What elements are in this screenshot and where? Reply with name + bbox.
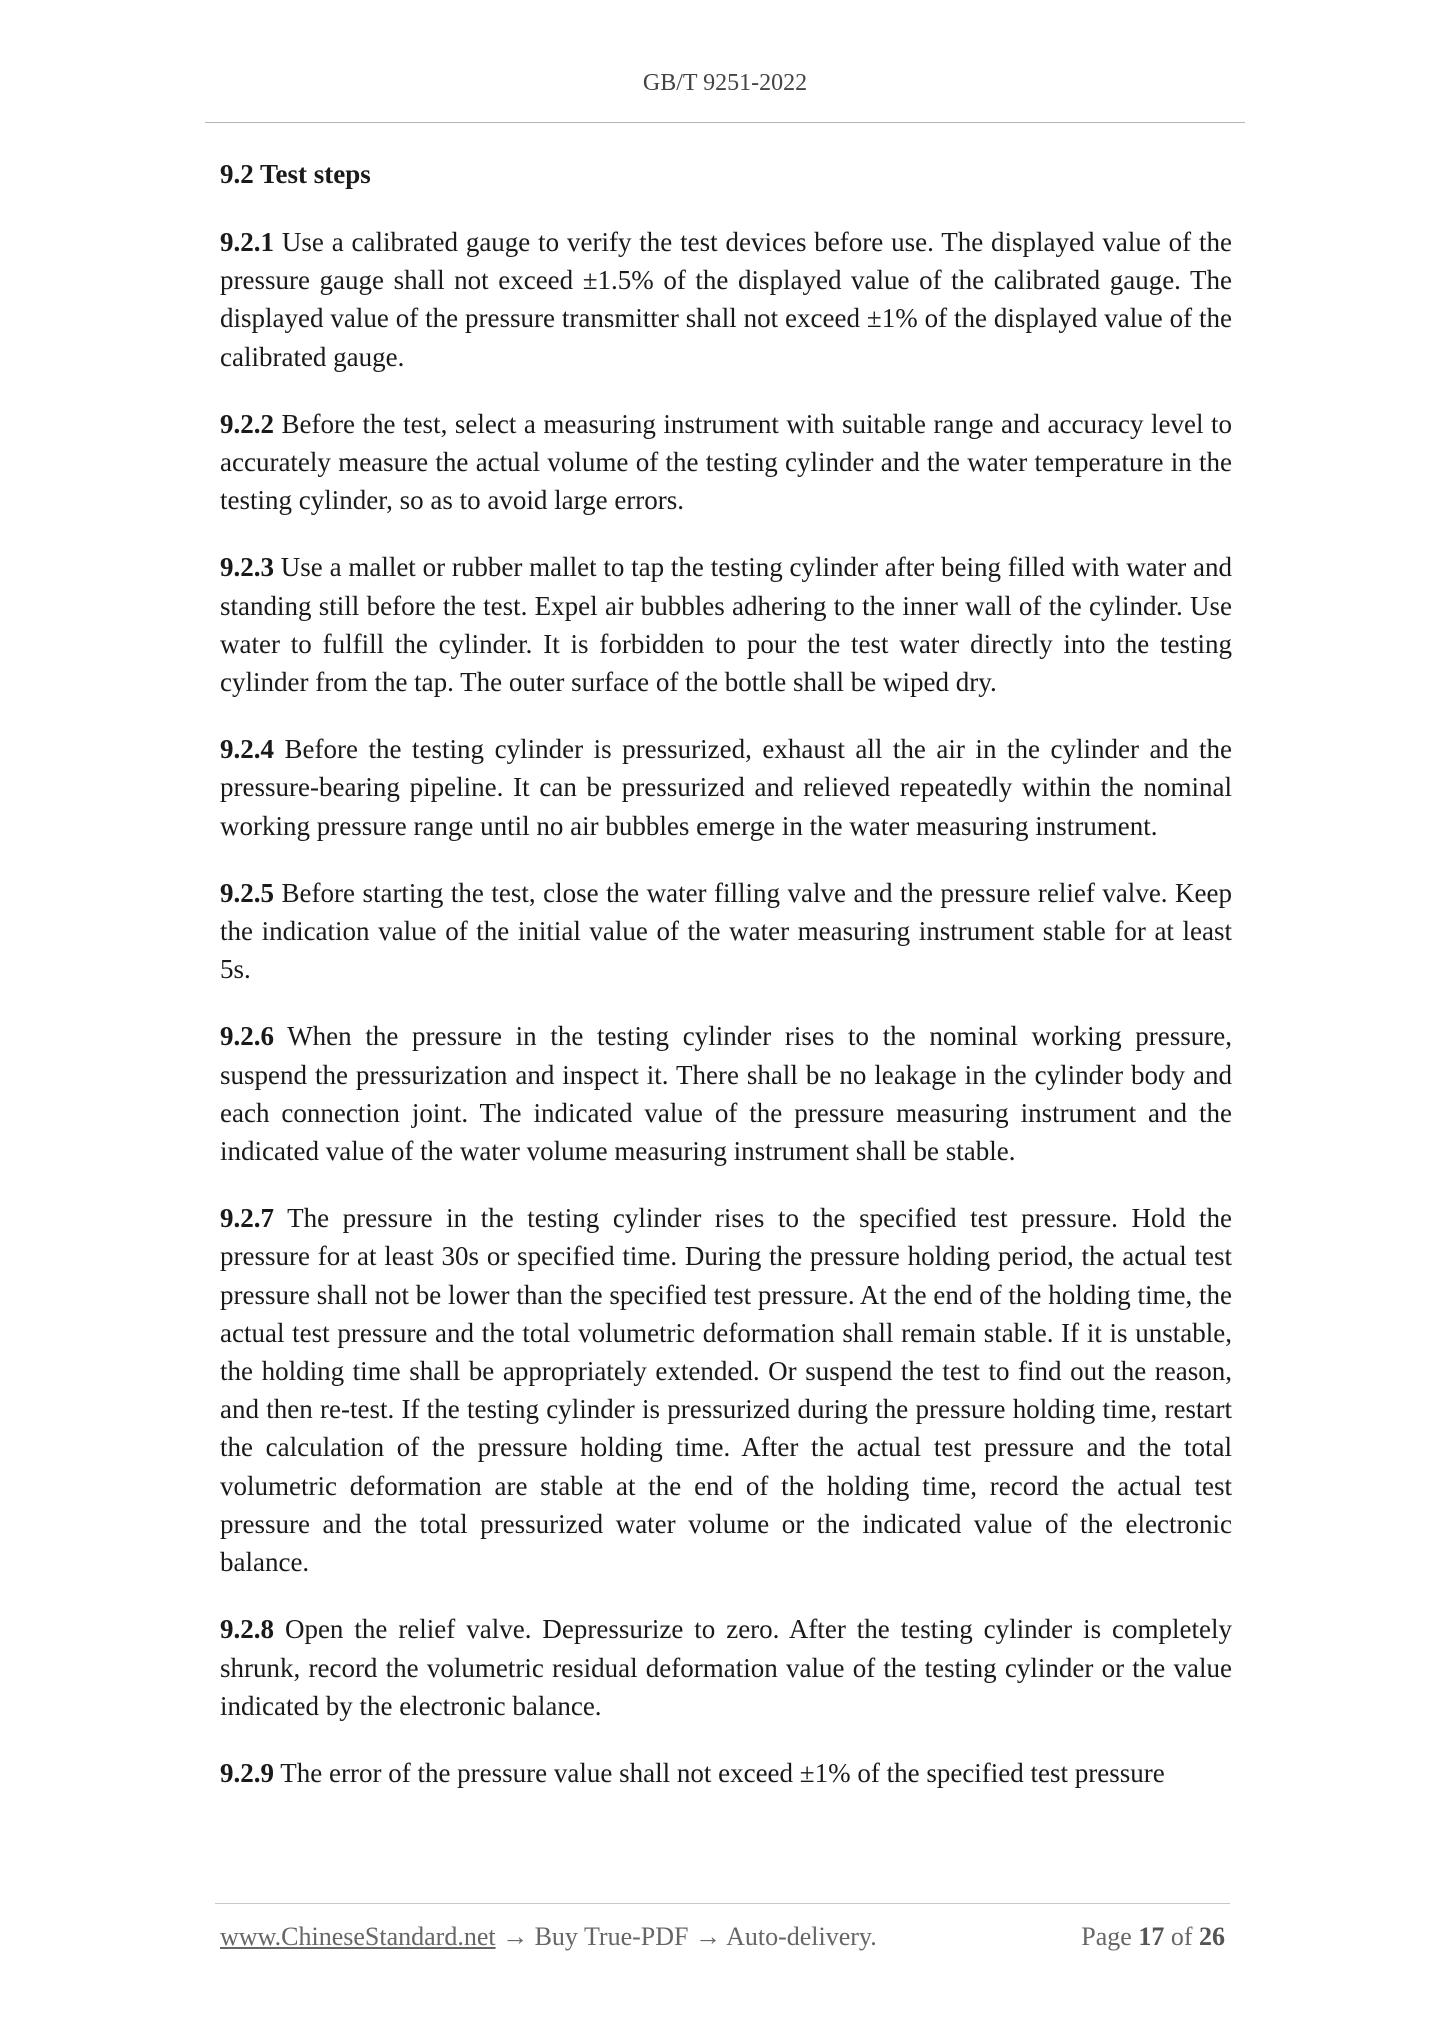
clause-text: The error of the pressure value shall not exceed ±1% of the specified test pressure xyxy=(280,1757,1165,1788)
clause-text: Before the testing cylinder is pressurized, exhaust all the air in the cylinder and the pressure-bearing pipeline. It can be pressurized and relieved repeatedly within the nominal working pressure range until no air bubbles emerge in the water measuring instrument. xyxy=(220,734,1232,841)
buy-pdf-text: Buy True-PDF xyxy=(534,1922,689,1951)
clause-text: When the pressure in the testing cylinder rises to the nominal working pressure, suspend the pressurization and inspect it. There shall be no leakage in the cylinder body and each connection joint. The indicated value of the pressure measuring instrument and the indicated value of the water volume measuring instrument shall be stable. xyxy=(220,1021,1232,1167)
page-current: 17 xyxy=(1138,1922,1165,1951)
paragraph-9-2-9 xyxy=(220,1754,1232,1792)
page-content xyxy=(220,155,1232,1821)
paragraph-9-2-7 xyxy=(220,1199,1232,1581)
clause-text: Before starting the test, close the water filling valve and the pressure relief valve. Keep the indication value of the initial value of the water measuring instrument stable for at least 5s. xyxy=(220,877,1233,985)
clause-text: Use a mallet or rubber mallet to tap the testing cylinder after being filled with water and standing still before the test. Expel air bubbles adhering to the inner wall of the cylinder. Use water to fulfill the cylinder. It is forbidden to pour the test water directly into the testing cylinder from the tap. The outer surface of the bottle shall be wiped dry. xyxy=(220,552,1233,698)
footer-promo xyxy=(220,1922,877,1952)
clause-text: Use a calibrated gauge to verify the test devices before use. The displayed value of the pressure gauge shall not exceed ±1.5% of the displayed value of the calibrated gauge. The displayed value of the pressure transmitter shall not exceed ±1% of the displayed value of the calibrated gauge. xyxy=(220,227,1233,372)
page-footer xyxy=(220,1922,1225,1952)
page-label: Page xyxy=(1081,1922,1132,1951)
auto-delivery-text: Auto-delivery. xyxy=(726,1922,877,1951)
clause-text: Open the relief valve. Depressurize to zero. After the testing cylinder is completely shrunk, record the volumetric residual deformation value of the testing cylinder or the value indicated by the electronic balance. xyxy=(220,1614,1233,1721)
arrow-right-icon: → xyxy=(688,1922,727,1951)
page-header xyxy=(205,70,1245,97)
paragraph-9-2-8 xyxy=(220,1610,1232,1725)
clause-number: 9.2.5 xyxy=(220,877,274,908)
page-of-label: of xyxy=(1170,1922,1193,1951)
paragraph-9-2-6 xyxy=(220,1017,1232,1170)
paragraph-9-2-3 xyxy=(220,548,1232,701)
clause-number: 9.2.1 xyxy=(220,227,274,257)
clause-text: Before the test, select a measuring instrument with suitable range and accuracy level to accurately measure the actual volume of the testing cylinder and the water temperature in the testing cylinder, so as to avoid large errors. xyxy=(220,408,1232,516)
paragraph-9-2-1 xyxy=(220,223,1232,376)
page-indicator xyxy=(1081,1922,1225,1952)
clause-number: 9.2.6 xyxy=(220,1021,274,1052)
clause-text: The pressure in the testing cylinder rises to the specified test pressure. Hold the pressure for at least 30s or specified time. During the pressure holding period, the actual test pressure shall not be lower than the specified test pressure. At the end of the holding time, the actual test pressure and the total volumetric deformation shall remain stable. If it is unstable, the holding time shall be appropriately extended. Or suspend the test to find out the reason, and then re-test. If the testing cylinder is pressurized during the pressure holding time, restart the calculation of the pressure holding time. After the actual test pressure and the total volumetric deformation are stable at the end of the holding time, record the actual test pressure and the total pressurized water volume or the indicated value of the electronic balance. xyxy=(220,1203,1233,1578)
header-divider xyxy=(205,122,1245,123)
document-id: GB/T 9251-2022 xyxy=(642,70,808,96)
clause-number: 9.2.4 xyxy=(220,734,274,765)
page-total: 26 xyxy=(1199,1922,1225,1951)
clause-number: 9.2.8 xyxy=(220,1614,274,1645)
clause-number: 9.2.9 xyxy=(220,1757,274,1788)
footer-divider xyxy=(215,1903,1230,1904)
arrow-right-icon: → xyxy=(495,1922,535,1951)
paragraph-9-2-4 xyxy=(220,730,1232,845)
clause-number: 9.2.2 xyxy=(220,408,274,439)
section-title: 9.2 Test steps xyxy=(220,159,371,189)
clause-number: 9.2.3 xyxy=(220,552,274,583)
website-link[interactable]: www.ChineseStandard.net xyxy=(220,1922,496,1951)
clause-number: 9.2.7 xyxy=(220,1203,274,1234)
paragraph-9-2-2 xyxy=(220,405,1232,520)
paragraph-9-2-5 xyxy=(220,874,1232,989)
